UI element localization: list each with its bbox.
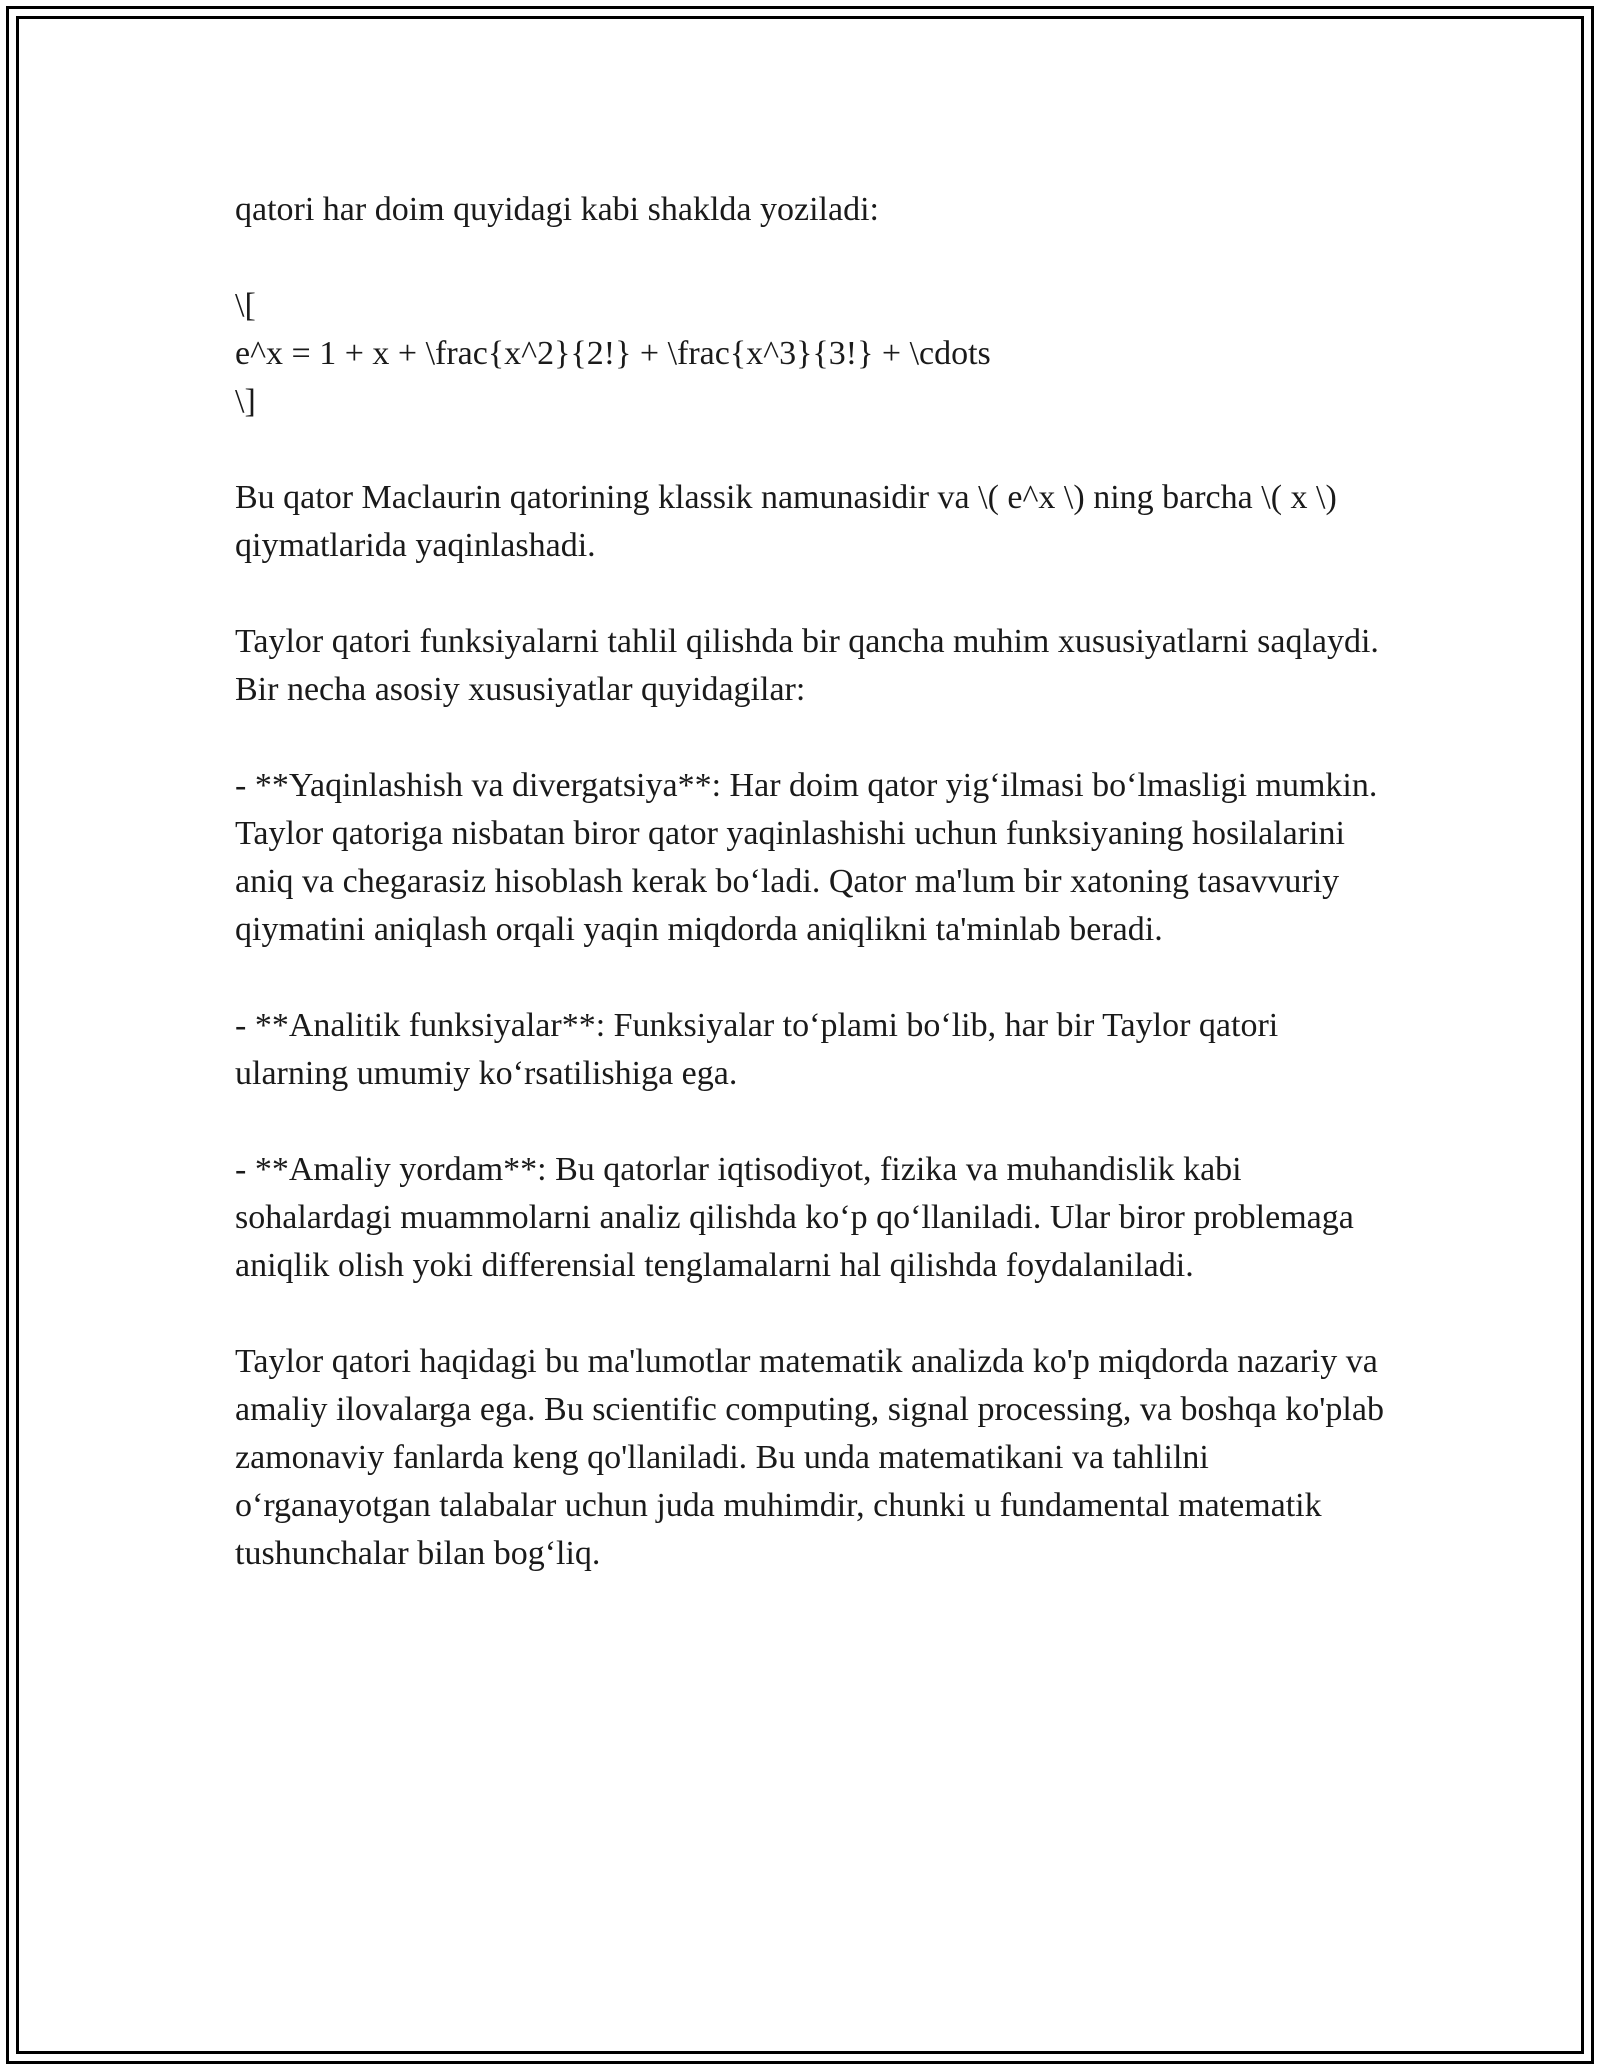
- maclaurin-paragraph: Bu qator Maclaurin qatorining klassik namunasidir va \( e^x \) ning barcha \( x \) qiymatlarida yaqinlashadi.: [235, 479, 1346, 564]
- list-item-practical-help: - **Amaliy yordam**: Bu qatorlar iqtisodiyot, fizika va muhandislik kabi sohalardagi muammolarni analiz qilishda ko‘p qo‘llaniladi. Ular biror problemaga aniqlik olish yoki differensial tenglamalarni hal qilishda foydalaniladi.: [235, 1151, 1363, 1284]
- document-body: [235, 186, 1393, 1578]
- formula-block: \[ e^x = 1 + x + \frac{x^2}{2!} + \frac{x^3}{3!} + \cdots \]: [235, 287, 991, 420]
- list-item-convergence: - **Yaqinlashish va divergatsiya**: Har doim qator yig‘ilmasi bo‘lmasligi mumkin. Taylor qatoriga nisbatan biror qator yaqinlashishi uchun funksiyaning hosilalarini aniq va chegarasiz hisoblash kerak bo‘ladi. Qator ma'lum bir xatoning tasavvuriy qiymatini aniqlash orqali yaqin miqdorda aniqlikni ta'minlab beradi.: [235, 767, 1386, 948]
- conclusion-paragraph: Taylor qatori haqidagi bu ma'lumotlar matematik analizda ko'p miqdorda nazariy va amaliy ilovalarga ega. Bu scientific computing, signal processing, va boshqa ko'plab zamonaviy fanlarda keng qo'llaniladi. Bu unda matematikani va tahlilni o‘rganayotgan talabalar uchun juda muhimdir, chunki u fundamental matematik tushunchalar bilan bog‘liq.: [235, 1343, 1393, 1572]
- intro-paragraph: qatori har doim quyidagi kabi shaklda yoziladi:: [235, 191, 879, 228]
- properties-intro-paragraph: Taylor qatori funksiyalarni tahlil qilishda bir qancha muhim xususiyatlarni saqlaydi. Bir necha asosiy xususiyatlar quyidagilar:: [235, 623, 1388, 708]
- list-item-analytic-functions: - **Analitik funksiyalar**: Funksiyalar to‘plami bo‘lib, har bir Taylor qatori ularning umumiy ko‘rsatilishiga ega.: [235, 1007, 1287, 1092]
